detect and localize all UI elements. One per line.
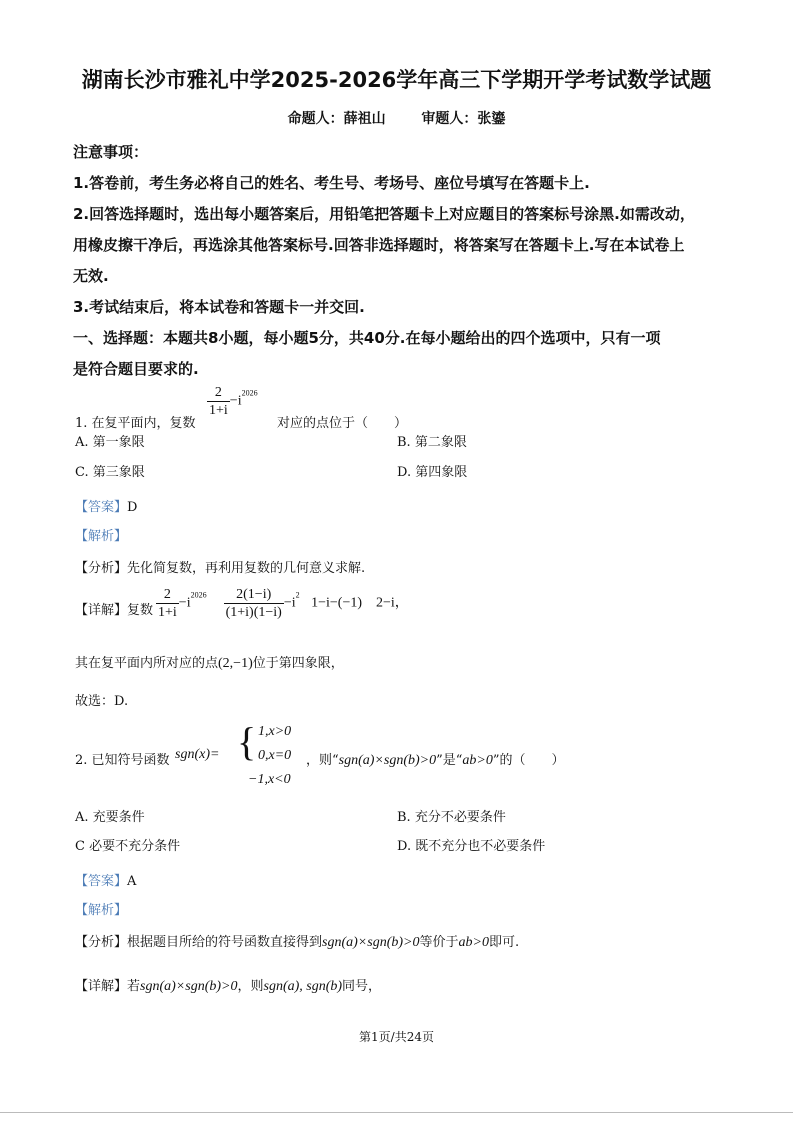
q2-answer-label: 【答案】	[75, 874, 128, 889]
q2-fenxi-label: 【分析】	[75, 935, 128, 950]
q1-analysis-label: 【解析】	[75, 529, 128, 544]
q2-is: ”是“	[436, 753, 463, 768]
q1-answer-value: D	[127, 500, 138, 515]
note-2-line-1: 2.回答选择题时，选出每小题答案后，用铅笔把答题卡上对应题目的答案标号涂黑.如需改动，	[73, 205, 695, 223]
q2-detail-prefix: 若	[127, 979, 141, 994]
q2-cond2: ab>0	[462, 753, 493, 768]
q1-option-b: B. 第二象限	[397, 435, 467, 450]
q1-answer	[75, 496, 137, 515]
q2-detail-mid: ，则	[237, 979, 264, 994]
q2-analysis-label: 【解析】	[75, 903, 128, 918]
q2-suffix: ”的（ ）	[492, 753, 565, 768]
note-2-line-2: 用橡皮擦干净后，再选涂其他答案标号.回答非选择题时，将答案写在答题卡上.写在本试卷上	[73, 236, 685, 254]
reviewer: 审题人：张鎏	[421, 111, 506, 127]
q1-fenxi-text: 先化简复数，再利用复数的几何意义求解.	[127, 561, 366, 576]
q1-prefix: 1. 在复平面内，复数	[75, 416, 196, 431]
q1-detail-exp2: 2	[295, 590, 300, 600]
q1-detail-exp: 2026	[190, 590, 207, 600]
section-line-2: 是符合题目要求的.	[73, 360, 199, 378]
q1-detail-minus-i2: −i	[283, 595, 296, 611]
q1-analysis	[75, 525, 127, 544]
q2-fenxi-prefix: 根据题目所给的符号函数直接得到	[127, 935, 323, 950]
q2-answer-value: A	[127, 874, 137, 889]
q1-detail-frac2-num: 2(1−i)	[224, 586, 284, 604]
q1-frac-den: 1+i	[209, 403, 228, 418]
q2-case-3: −1,x<0	[248, 772, 291, 787]
q2-analysis	[75, 899, 127, 918]
q1-detail-label: 【详解】	[75, 603, 128, 618]
q2-stem	[306, 749, 565, 769]
q2-fenxi-expr: sgn(a)×sgn(b)>0	[322, 935, 420, 950]
q1-point: (2,−1)	[218, 656, 253, 671]
note-2-line-3: 无效.	[73, 267, 109, 285]
q2-detail-suffix: 同号，	[342, 979, 382, 994]
notes-heading: 注意事项：	[73, 143, 149, 161]
q2-fenxi-mid: 等价于	[419, 935, 459, 950]
q1-detail-frac2-den: (1+i)(1−i)	[225, 605, 282, 620]
q2-option-c: C 必要不充分条件	[75, 839, 181, 854]
bottom-divider	[0, 1112, 793, 1113]
q2-case-1: 1,x>0	[258, 724, 292, 739]
q2-fenxi	[75, 931, 519, 951]
q1-option-c: C. 第三象限	[75, 465, 145, 480]
q1-exponent: 2026	[241, 388, 258, 398]
q2-option-b: B. 充分不必要条件	[397, 810, 506, 825]
q2-func: sgn(x)=	[175, 747, 220, 762]
q2-prefix: 2. 已知符号函数	[75, 753, 170, 768]
q1-detail-expr	[156, 586, 409, 621]
q2-detail	[75, 975, 381, 995]
q1-conclusion	[75, 652, 344, 672]
q2-detail-label: 【详解】	[75, 979, 128, 994]
q2-brace: {	[237, 719, 257, 764]
q1-detail-prefix: 复数	[127, 603, 154, 618]
q2-mid: ，则“	[306, 753, 339, 768]
q1-detail-minus: −i	[178, 595, 191, 611]
q1-frac-num: 2	[207, 384, 230, 402]
q1-fenxi-label: 【分析】	[75, 561, 128, 576]
q2-answer	[75, 870, 136, 889]
setter: 命题人：薛祖山	[287, 111, 386, 127]
page-footer: 第1页/共24页	[359, 1030, 434, 1044]
note-1: 1.答卷前，考生务必将自己的姓名、考生号、考场号、座位号填写在答题卡上.	[73, 174, 590, 192]
q1-minus-i: −i	[229, 393, 242, 409]
q1-conclusion-prefix: 其在复平面内所对应的点	[75, 656, 219, 671]
q1-detail-rest: 1−i−(−1) 2−i，	[311, 595, 409, 611]
q1-fenxi	[75, 557, 365, 576]
q1-conclusion-suffix: 位于第四象限，	[252, 656, 344, 671]
q2-detail-expr2: sgn(a), sgn(b)	[263, 979, 343, 994]
q1-option-a: A. 第一象限	[75, 435, 145, 450]
q1-detail-frac1-num: 2	[156, 586, 179, 604]
q1-expression	[207, 384, 258, 419]
q1-option-d: D. 第四象限	[397, 465, 468, 480]
section-line-1: 一、选择题：本题共8小题，每小题5分，共40分.在每小题给出的四个选项中，只有一项	[73, 329, 661, 347]
q2-case-2: 0,x=0	[258, 748, 292, 763]
q2-detail-expr: sgn(a)×sgn(b)>0	[140, 979, 238, 994]
q1-answer-label: 【答案】	[75, 500, 128, 515]
note-3: 3.考试结束后，将本试卷和答题卡一并交回.	[73, 298, 365, 316]
q1-suffix: 对应的点位于（ ）	[277, 416, 408, 431]
page-title: 湖南长沙市雅礼中学2025-2026学年高三下学期开学考试数学试题	[81, 68, 712, 92]
q2-option-d: D. 既不充分也不必要条件	[397, 839, 546, 854]
q1-final: 故选：D.	[75, 694, 129, 709]
q2-option-a: A. 充要条件	[75, 810, 145, 825]
q2-fenxi-expr2: ab>0	[458, 935, 489, 950]
authors-line	[0, 108, 793, 128]
q1-detail-frac1-den: 1+i	[158, 605, 177, 620]
q2-cond: sgn(a)×sgn(b)>0	[338, 753, 437, 768]
q2-fenxi-suffix: 即可.	[488, 935, 520, 950]
